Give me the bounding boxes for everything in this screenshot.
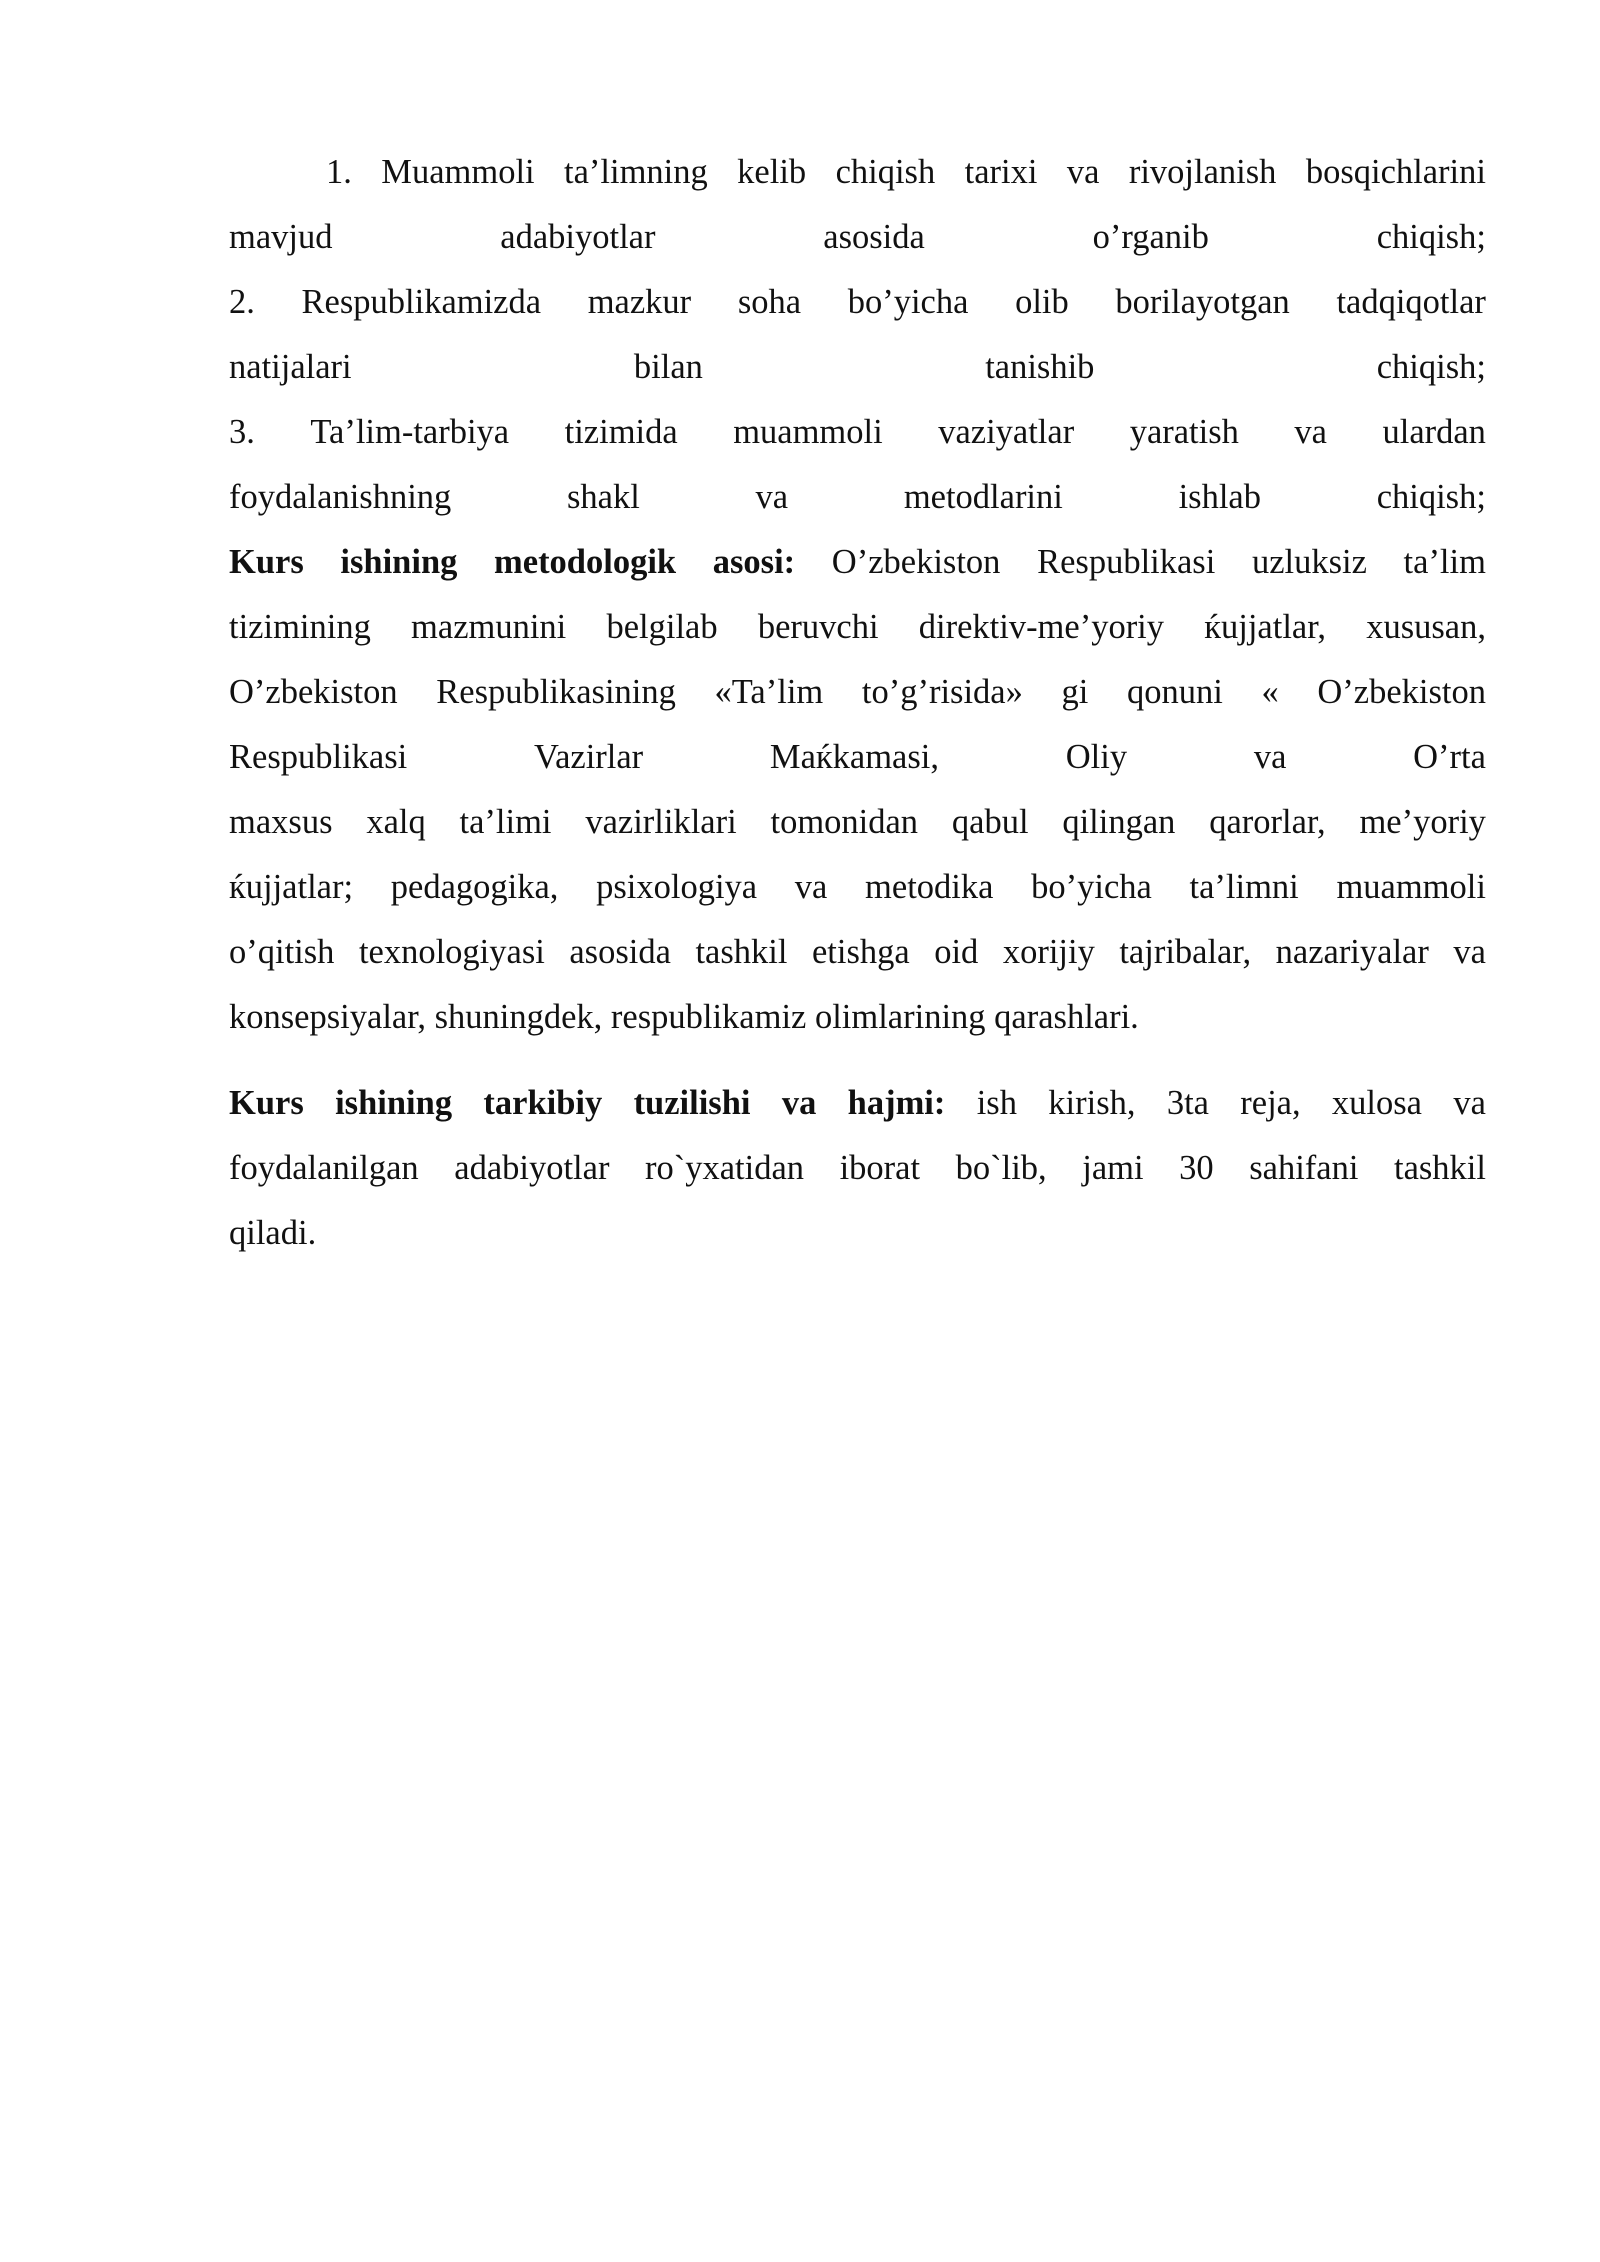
word: ta’limni (1189, 868, 1299, 906)
word: tajribalar, (1119, 933, 1252, 971)
word: direktiv-me’yoriy (918, 608, 1165, 646)
word: O’zbekiston (229, 673, 398, 711)
word: foydalanishning (229, 478, 452, 516)
document-body (229, 140, 1486, 1266)
word: texnologiyasi (358, 933, 545, 971)
word: bosqichlarini (1305, 153, 1486, 191)
word: va (1453, 1084, 1486, 1122)
structure-line-2 (229, 1136, 1486, 1201)
word: va (1294, 413, 1327, 451)
word: «Ta’lim (714, 673, 824, 711)
word: reja, (1240, 1084, 1301, 1122)
word: Kurs (229, 1084, 304, 1122)
methodology-line-4 (229, 725, 1486, 790)
word: va (1253, 738, 1287, 776)
word: tizimining (229, 608, 371, 646)
word: maxsus (229, 803, 333, 841)
word: ќujjatlar; (229, 868, 354, 906)
word: o’qitish (229, 933, 335, 971)
word: Maќkamasi, (769, 738, 940, 776)
word: ishining (335, 1084, 453, 1122)
word: chiqish; (1376, 348, 1486, 386)
word: Respublikasi (229, 738, 408, 776)
word: asosi: (712, 543, 796, 581)
word: va (1066, 153, 1100, 191)
word: bilan (633, 348, 703, 386)
word: O’zbekiston (831, 543, 1001, 581)
word: rivojlanish (1128, 153, 1277, 191)
word: metodika (865, 868, 994, 906)
word: psixologiya (596, 868, 758, 906)
word: pedagogika, (390, 868, 559, 906)
word: to’g’risida» (861, 673, 1023, 711)
word: ro`yxatidan (645, 1149, 805, 1187)
word: ishlab (1178, 478, 1261, 516)
word: bo’yicha (847, 283, 969, 321)
word: mazkur (587, 283, 692, 321)
word: tanishib (985, 348, 1095, 386)
word: Respublikasi (1037, 543, 1216, 581)
methodology-line-7 (229, 920, 1486, 985)
word: kirish, (1048, 1084, 1136, 1122)
word: mazmunini (411, 608, 567, 646)
list-item-3-line-1 (229, 400, 1486, 465)
list-item-1-line-1 (229, 140, 1486, 205)
word: mavjud (229, 218, 333, 256)
structure-line-3: qiladi. (229, 1214, 317, 1252)
word: kelib (737, 153, 807, 191)
word: tuzilishi (633, 1084, 751, 1122)
word: muammoli (1336, 868, 1486, 906)
word: qilingan (1062, 803, 1176, 841)
methodology-line-8: konsepsiyalar, shuningdek, respublikamiz olimlarining qarashlari. (229, 998, 1139, 1036)
word: Kurs (229, 543, 304, 581)
paragraph-gap (229, 1050, 1486, 1071)
word: « (1261, 673, 1279, 711)
word: o’rganib (1092, 218, 1209, 256)
word: qabul (951, 803, 1029, 841)
list-item-3-line-2 (229, 465, 1486, 530)
word: belgilab (606, 608, 718, 646)
word: iborat (839, 1149, 921, 1187)
word: hajmi: (847, 1084, 946, 1122)
word: Respublikasining (436, 673, 676, 711)
list-item-2-line-1 (229, 270, 1486, 335)
word: me’yoriy (1359, 803, 1486, 841)
word: asosida (823, 218, 925, 256)
word: asosida (569, 933, 671, 971)
word: soha (737, 283, 802, 321)
word: tizimida (564, 413, 678, 451)
word: 1. (326, 153, 352, 191)
word: tashkil (1393, 1149, 1486, 1187)
word: yaratish (1129, 413, 1239, 451)
word: adabiyotlar (500, 218, 656, 256)
word: va (781, 1084, 817, 1122)
word: Vazirlar (533, 738, 644, 776)
word: uzluksiz (1251, 543, 1367, 581)
word: jami (1082, 1149, 1144, 1187)
methodology-line-1 (229, 530, 1486, 595)
word: ulardan (1382, 413, 1486, 451)
word: gi (1061, 673, 1089, 711)
word: va (1453, 933, 1486, 971)
word: ish (976, 1084, 1017, 1122)
methodology-line-3 (229, 660, 1486, 725)
word: O’rta (1413, 738, 1486, 776)
word: ta’lim (1403, 543, 1486, 581)
word: qarorlar, (1209, 803, 1326, 841)
word: chiqish (835, 153, 936, 191)
word: natijalari (229, 348, 352, 386)
word: chiqish; (1376, 478, 1486, 516)
word: shakl (567, 478, 640, 516)
word: Oliy (1065, 738, 1128, 776)
word: tarixi (964, 153, 1038, 191)
word: 2. (229, 283, 255, 321)
word: O’zbekiston (1317, 673, 1486, 711)
word: oid (934, 933, 979, 971)
word: xorijiy (1002, 933, 1095, 971)
word: chiqish; (1376, 218, 1486, 256)
word: bo`lib, (955, 1149, 1047, 1187)
word: ta’limi (459, 803, 552, 841)
word: ta’limning (564, 153, 708, 191)
word: metodologik (494, 543, 677, 581)
word: borilayotgan (1115, 283, 1290, 321)
word: xalq (366, 803, 426, 841)
word: 3ta (1166, 1084, 1209, 1122)
word: 3. (229, 413, 255, 451)
word: metodlarini (903, 478, 1063, 516)
word: 30 (1179, 1149, 1214, 1187)
list-item-2-line-2 (229, 335, 1486, 400)
word: adabiyotlar (454, 1149, 610, 1187)
word: ishining (340, 543, 458, 581)
word: etishga (811, 933, 910, 971)
word: xulosa (1331, 1084, 1422, 1122)
word: tashkil (695, 933, 788, 971)
structure-line-1 (229, 1071, 1486, 1136)
word: olib (1015, 283, 1069, 321)
word: vaziyatlar (938, 413, 1075, 451)
word: va (794, 868, 828, 906)
word: va (755, 478, 789, 516)
word: Ta’lim-tarbiya (310, 413, 510, 451)
word: vazirliklari (585, 803, 737, 841)
word: xususan, (1366, 608, 1486, 646)
word: bo’yicha (1031, 868, 1152, 906)
word: Muammoli (381, 153, 535, 191)
word: foydalanilgan (229, 1149, 419, 1187)
word: sahifani (1249, 1149, 1359, 1187)
word: tadqiqotlar (1336, 283, 1486, 321)
word: ќujjatlar, (1204, 608, 1326, 646)
methodology-line-2 (229, 595, 1486, 660)
list-item-1-line-2 (229, 205, 1486, 270)
word: Respublikamizda (301, 283, 542, 321)
word: tomonidan (770, 803, 919, 841)
word: nazariyalar (1275, 933, 1429, 971)
word: muammoli (733, 413, 883, 451)
word: tarkibiy (483, 1084, 603, 1122)
methodology-line-5 (229, 790, 1486, 855)
word: beruvchi (757, 608, 879, 646)
methodology-line-6 (229, 855, 1486, 920)
word: qonuni (1126, 673, 1223, 711)
